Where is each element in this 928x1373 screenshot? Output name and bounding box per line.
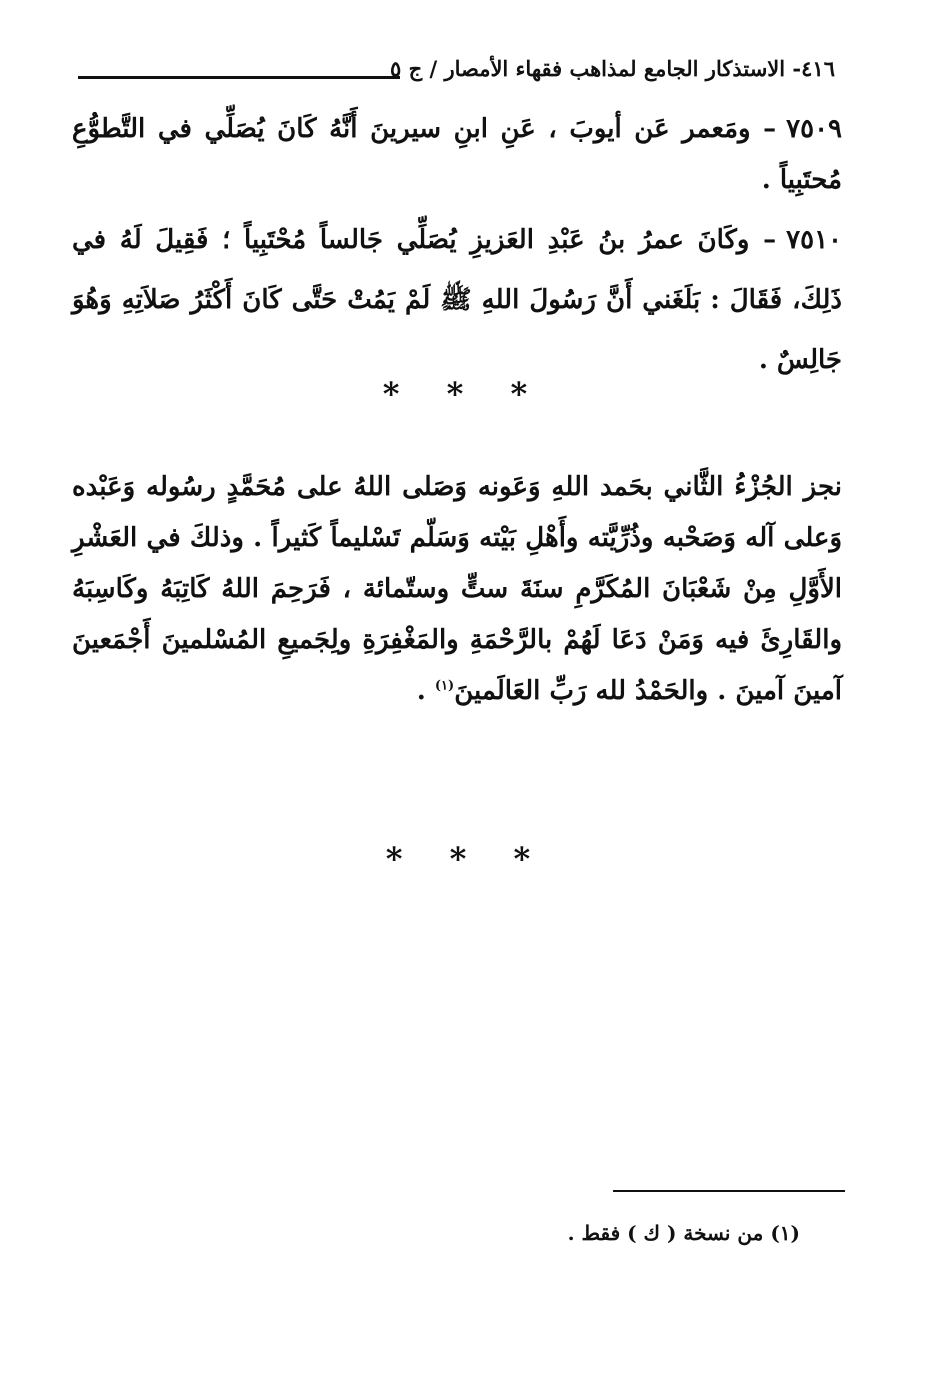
- hadith-7509: [72, 104, 842, 206]
- section-separator: * * *: [385, 840, 549, 878]
- hadith-7510: [72, 210, 842, 390]
- hadith-number: ٧٥١٠: [786, 225, 842, 255]
- footnote-marker: (١): [434, 678, 455, 694]
- hadith-text: – ومَعمر عَن أيوبَ ، عَنِ ابنِ سيرينَ أَنَّهُ كَانَ يُصَلِّي في التَّطوُّعِ مُحتَبِياً .: [72, 114, 842, 195]
- hadith-number: ٧٥٠٩: [786, 114, 842, 144]
- colophon: [72, 462, 842, 717]
- header-rule: [78, 76, 400, 79]
- running-header: ٤١٦- الاستذكار الجامع لمذاهب فقهاء الأمصار / ج ٥: [390, 56, 835, 81]
- footnote: (١) من نسخة ( ك ) فقط .: [567, 1221, 800, 1245]
- colophon-end: .: [416, 676, 435, 706]
- footnote-rule: [613, 1190, 845, 1192]
- colophon-text: نجز الجُزْءُ الثَّاني بحَمد اللهِ وَعَونه وَصَلى اللهُ على مُحَمَّدٍ رسُوله وَعَبْده وَعلى آله وَصَحْبه وذُرِّيَّته وأَهْلِ بَيْته وَسَلّم تَسْليماً كَثيراً . وذلكَ في العَشْرِ الأَوَّلِ مِنْ شَعْبَانَ المُكَرَّمِ سنَةَ ستٍّ وستّمائة ، فَرَحِمَ اللهُ كَاتِبَهُ وكَاسِبَهُ والقَارِئَ فيه وَمَنْ دَعَا لَهُمْ بالرَّحْمَةِ والمَغْفِرَةِ ولِجَميعِ المُسْلمينَ أَجْمَعينَ آمينَ آمينَ . والحَمْدُ لله رَبِّ العَالَمينَ: [72, 472, 842, 706]
- hadith-text: – وكَانَ عمرُ بنُ عَبْدِ العَزيزِ يُصَلِّي جَالساً مُحْتَبِياً ؛ فَقِيلَ لَهُ في ذَلِكَ، فَقَالَ : بَلَغَني أَنَّ رَسُولَ اللهِ ﷺ لَمْ يَمُتْ حَتَّى كَانَ أَكْثَرُ صَلاَتِهِ وَهُوَ جَالِسٌ .: [72, 225, 842, 375]
- section-separator: * * *: [382, 375, 546, 413]
